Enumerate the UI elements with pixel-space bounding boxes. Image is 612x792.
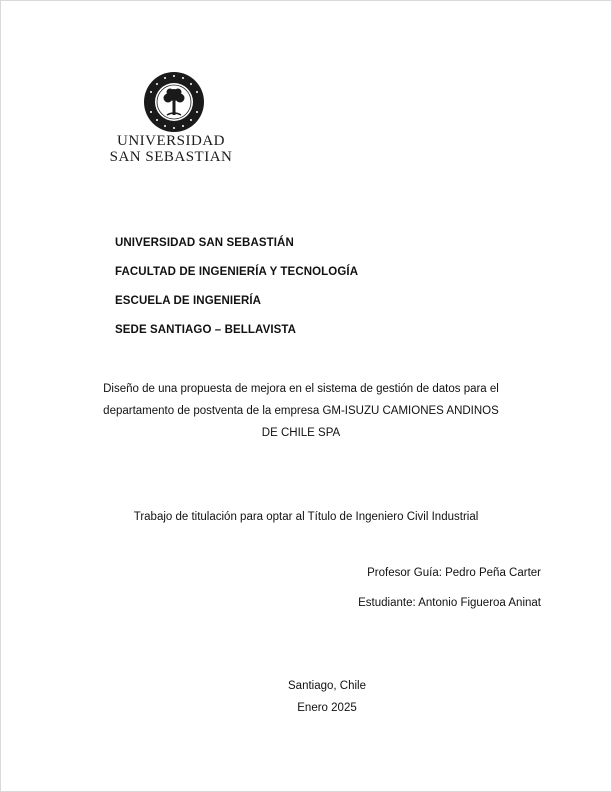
advisor-line: Profesor Guía: Pedro Peña Carter (367, 567, 541, 579)
logo-name-line2: SAN SEBASTIAN (109, 149, 233, 165)
thesis-title-line3: DE CHILE SPA (261, 427, 341, 439)
place-date (227, 675, 427, 719)
campus-name: SEDE SANTIAGO – BELLAVISTA (115, 324, 297, 336)
thesis-title-line1: Diseño de una propuesta de mejora en el sistema de gestión de datos para el (103, 383, 499, 395)
thesis-title (71, 378, 531, 444)
degree-statement: Trabajo de titulación para optar al Título de Ingeniero Civil Industrial (133, 511, 479, 523)
place: Santiago, Chile (288, 680, 366, 692)
faculty-name: FACULTAD DE INGENIERÍA Y TECNOLOGÍA (115, 266, 359, 278)
thesis-title-line2: departamento de postventa de la empresa GM-ISUZU CAMIONES ANDINOS (103, 405, 499, 417)
university-logo (109, 71, 249, 166)
logo-name-line1: UNIVERSIDAD (117, 133, 225, 149)
school-name: ESCUELA DE INGENIERÍA (115, 295, 262, 307)
student-line: Estudiante: Antonio Figueroa Aninat (358, 597, 541, 609)
university-name: UNIVERSIDAD SAN SEBASTIÁN (115, 237, 294, 249)
date: Enero 2025 (297, 702, 357, 714)
university-seal-tree-icon (143, 71, 205, 133)
